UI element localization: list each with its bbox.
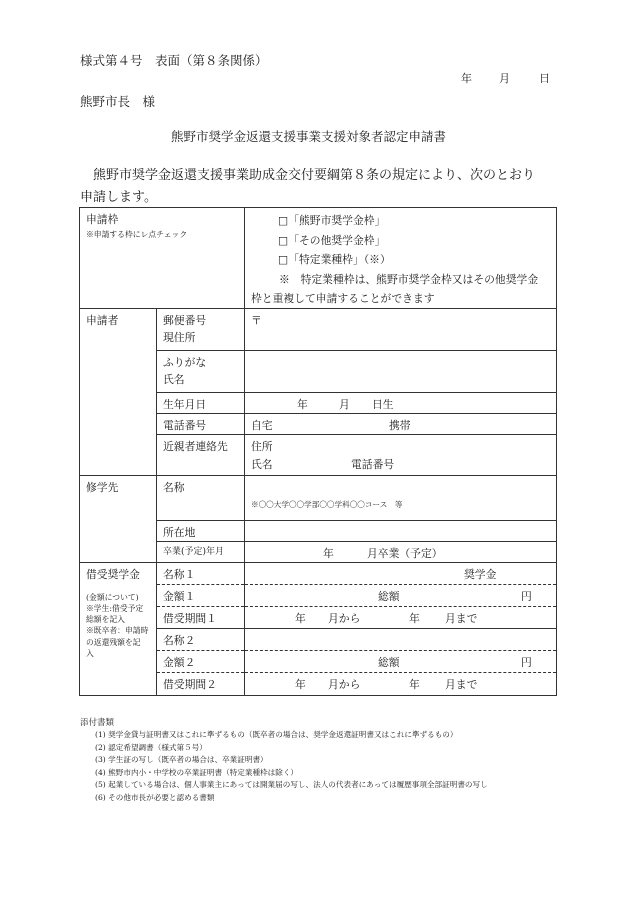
scholarship-yen-1: 円 [521, 590, 532, 604]
relative-name-label: 氏名 [251, 458, 273, 472]
phone-label: 電話番号 [157, 413, 245, 434]
scholarship-period-2-field[interactable] [245, 673, 557, 696]
cell-postal-address-label [157, 308, 245, 350]
address-label: 現住所 [163, 330, 196, 344]
application-frame-label: 申請枠 [86, 213, 119, 226]
scholarship-period-1-label: 借受期間１ [157, 607, 245, 629]
date-month: 月 [499, 72, 510, 85]
cell-application-frame-options [245, 208, 557, 309]
scholarship-name-1-label: 名称１ [157, 563, 245, 585]
attachment-item: (6) その他市長が必要と認める書類 [95, 792, 215, 802]
p2-to-year: 年 [409, 678, 420, 692]
date-day: 日 [539, 72, 550, 85]
application-frame-note: ※申請する枠にレ点チェック [86, 230, 188, 240]
scholarship-amount-2-label: 金額２ [157, 651, 245, 673]
intro-line-1: 熊野市奨学金返還支援事業助成金交付要綱第８条の規定により、次のとおり [93, 168, 536, 183]
scholarship-note-1: (金額について) [86, 592, 139, 602]
attachment-item: (1) 奨学金貸与証明書又はこれに準ずるもの（既卒者の場合は、奨学金返還証明書又はこれに準ずるもの） [95, 730, 458, 739]
p1-to-year: 年 [409, 612, 420, 626]
postal-code-label: 郵便番号 [163, 313, 207, 327]
p1-from-year: 年 [295, 612, 306, 626]
document-title: 熊野市奨学金返還支援事業支援対象者認定申請書 [171, 129, 447, 144]
application-frame-remark-2: 枠と重複して申請することができます [251, 291, 435, 305]
scholarship-name-2-label: 名称２ [157, 629, 245, 651]
graduation-label: 卒業(予定)年月 [157, 542, 245, 563]
scholarship-note-4: ※既卒者：申請時 [86, 626, 149, 636]
intro-line-2: 申請します。 [80, 190, 157, 205]
applicant-label: 申請者 [80, 308, 157, 476]
furigana-label: ふりがな [163, 355, 207, 369]
attachments-list [95, 729, 488, 805]
birthdate-field[interactable] [245, 392, 557, 413]
scholarship-period-2-label: 借受期間２ [157, 673, 245, 696]
school-label: 修学先 [80, 476, 157, 563]
p1-to-month: 月まで [445, 612, 478, 626]
graduation-year: 年 [323, 547, 334, 561]
mobile-phone-label: 携帯 [389, 418, 411, 432]
graduation-field[interactable] [245, 542, 557, 563]
scholarship-amount-2-field[interactable] [245, 651, 557, 673]
scholarship-amount-1-label: 金額１ [157, 585, 245, 607]
attachment-item: (2) 認定希望調書（様式第５号） [95, 742, 207, 752]
name-field[interactable] [245, 350, 557, 392]
scholarship-yen-2: 円 [521, 656, 532, 670]
scholarship-note-6: 入 [86, 649, 94, 659]
scholarship-total-2: 総額 [378, 656, 400, 670]
home-phone-label: 自宅 [251, 418, 273, 432]
date-year: 年 [461, 72, 472, 85]
postal-mark: 〒 [251, 313, 262, 327]
cell-application-frame-label [80, 208, 245, 309]
p2-from-month: 月から [328, 678, 361, 692]
attachment-item: (5) 起業している場合は、個人事業主にあっては開業届の写し、法人の代表者にあっては履歴事項全部証明書の写し [95, 780, 488, 790]
row-scholarship-name-1 [80, 563, 557, 585]
school-name-example: ※〇〇大学〇〇学部〇〇学科〇〇コース 等 [251, 500, 403, 510]
school-name-label: 名称 [157, 476, 245, 521]
school-location-field[interactable] [245, 521, 557, 542]
row-school-name [80, 476, 557, 521]
row-postal-address [80, 308, 557, 350]
form-number: 様式第４号 表面（第８条関係） [80, 53, 268, 68]
relative-contact-label: 近親者連絡先 [157, 435, 245, 476]
scholarship-note-3: 総額を記入 [86, 615, 125, 625]
attachments-heading: 添付書類 [80, 718, 115, 728]
p2-from-year: 年 [295, 678, 306, 692]
application-form-table [79, 207, 557, 696]
scholarship-note-2: ※学生:借受予定 [86, 603, 144, 613]
birthdate-label: 生年月日 [157, 392, 245, 413]
scholarship-name-1-suffix: 奨学金 [464, 568, 497, 582]
cell-scholarship-label [80, 563, 157, 696]
name-label: 氏名 [163, 372, 185, 386]
relative-contact-field[interactable] [245, 435, 557, 476]
scholarship-amount-1-field[interactable] [245, 585, 557, 607]
option-kumano-scholarship-checkbox[interactable]: □「熊野市奨学金枠」 [278, 214, 386, 227]
scholarship-total-1: 総額 [378, 590, 400, 604]
scholarship-period-1-field[interactable] [245, 607, 557, 629]
school-location-label: 所在地 [157, 521, 245, 542]
address-field[interactable] [245, 308, 557, 350]
addressee: 熊野市長 様 [80, 94, 156, 109]
cell-name-label [157, 350, 245, 392]
relative-phone-label: 電話番号 [351, 458, 395, 472]
phone-field[interactable] [245, 413, 557, 434]
graduation-month: 月卒業（予定） [367, 547, 443, 561]
relative-address-label: 住所 [251, 440, 273, 454]
scholarship-label: 借受奨学金 [86, 568, 140, 582]
school-name-field[interactable] [245, 476, 557, 521]
birth-month: 月 [339, 397, 350, 411]
birth-year: 年 [297, 397, 308, 411]
attachment-item: (3) 学生証の写し（既卒者の場合は、卒業証明書） [95, 755, 268, 765]
scholarship-name-2-field[interactable] [245, 629, 557, 651]
birth-day: 日生 [372, 397, 394, 411]
option-specific-industry-checkbox[interactable]: □「特定業種枠」（※） [278, 253, 391, 266]
p2-to-month: 月まで [445, 678, 478, 692]
option-other-scholarship-checkbox[interactable]: □「その他奨学金枠」 [278, 233, 386, 247]
row-application-frame [80, 208, 557, 309]
p1-from-month: 月から [328, 612, 361, 626]
scholarship-name-1-field[interactable] [245, 563, 557, 585]
scholarship-note-5: の返還残額を記 [86, 637, 141, 647]
application-frame-remark-1: ※ 特定業種枠は、熊野市奨学金枠又はその他奨学金 [279, 272, 539, 286]
attachment-item: (4) 熊野市内小・中学校の卒業証明書（特定業種枠は除く） [95, 767, 299, 777]
